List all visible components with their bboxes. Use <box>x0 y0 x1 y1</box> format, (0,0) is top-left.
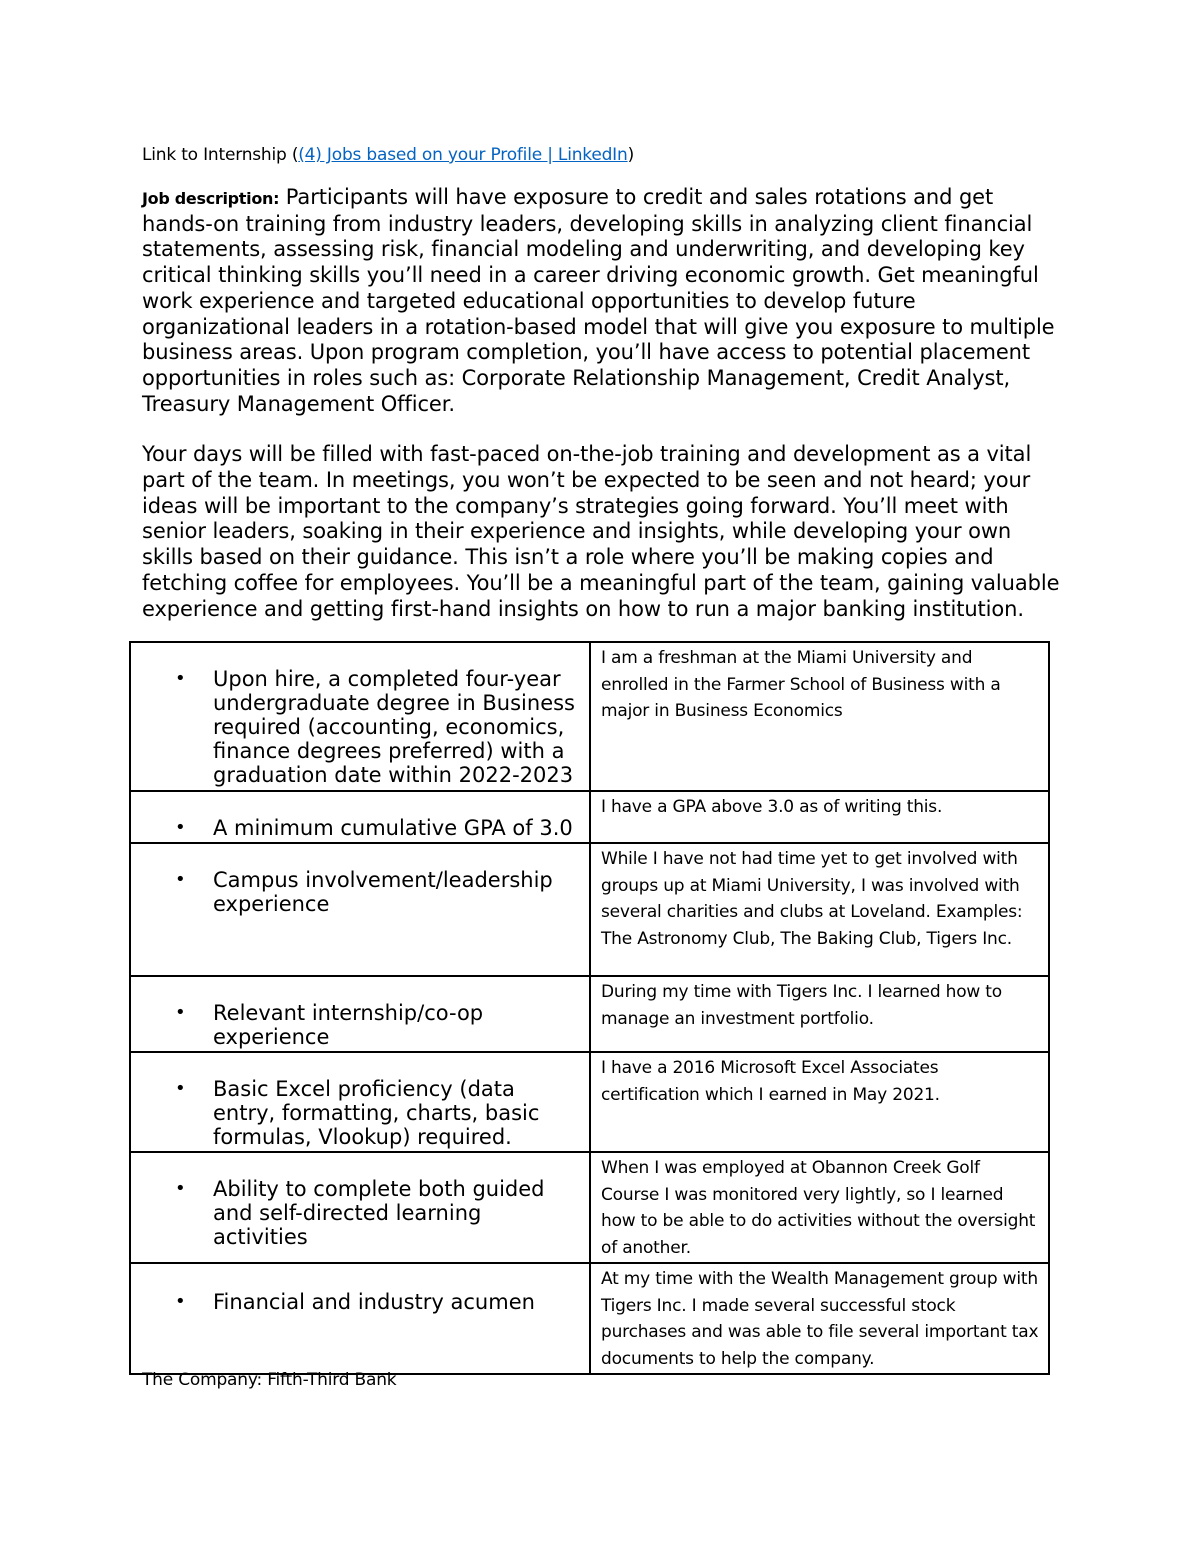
requirement-text: Financial and industry acumen <box>213 1289 535 1314</box>
requirement-cell <box>130 791 590 843</box>
table-row <box>130 642 1049 791</box>
bullet-icon: • <box>175 1290 186 1312</box>
response-cell <box>590 1052 1049 1152</box>
bullet-icon: • <box>175 817 186 838</box>
requirement-cell <box>130 1263 590 1374</box>
job-description-text: Participants will have exposure to credit and sales rotations and get hands-on training from industry leaders, developing skills in analyzing client financial statements, assessing risk, financial modeling and underwriting, and developing key critical thinking skills you’ll need in a career driving economic growth. Get meaningful work experience and targeted educational opportunities to develop future organizational leaders in a rotation-based model that will give you exposure to multiple business areas. Upon program completion, you’ll have access to potential placement opportunities in roles such as: Corporate Relationship Management, Credit Analyst, Treasury Management Officer. <box>142 185 1055 416</box>
requirement-cell <box>130 976 590 1052</box>
table-row <box>130 1152 1049 1263</box>
response-cell <box>590 843 1049 976</box>
response-text: When I was employed at Obannon Creek Golf Course I was monitored very lightly, so I learned how to be able to do activities without the oversight of another. <box>601 1158 1036 1259</box>
requirement-cell <box>130 642 590 791</box>
job-description-paragraph <box>142 185 1067 417</box>
job-description-paragraph-2: Your days will be filled with fast-paced on-the-job training and development as a vital part of the team. In meetings, you won’t be expected to be seen and not heard; your ideas will be important to the company’s strategies going forward. You’ll meet with senior leaders, soaking in their experience and insights, while developing your own skills based on their guidance. This isn’t a role where you’ll be making copies and fetching coffee for employees. You’ll be a meaningful part of the team, gaining valuable experience and getting first-hand insights on how to run a major banking institution. <box>142 442 1060 621</box>
bullet-icon: • <box>175 1178 186 1199</box>
requirement-text: Ability to complete both guided and self-directed learning activities <box>213 1177 545 1249</box>
table-row <box>130 1263 1049 1374</box>
job-description-label: Job description: <box>142 189 280 208</box>
requirement-text: Basic Excel proficiency (data entry, formatting, charts, basic formulas, Vlookup) required. <box>213 1077 540 1149</box>
response-cell <box>590 642 1049 791</box>
requirement-text: Upon hire, a completed four-year undergraduate degree in Business required (accounting, economics, finance degrees preferred) with a graduation date within 2022-2023 <box>213 667 575 787</box>
table-row <box>130 843 1049 976</box>
response-text: While I have not had time yet to get involved with groups up at Miami University, I was involved with several charities and clubs at Loveland. Examples: The Astronomy Club, The Baking Club, Tigers Inc. <box>601 849 1023 950</box>
requirement-cell <box>130 1052 590 1152</box>
response-cell <box>590 976 1049 1052</box>
table-row <box>130 1052 1049 1152</box>
response-cell <box>590 1263 1049 1374</box>
document-body <box>142 143 1072 622</box>
bullet-icon: • <box>175 1002 186 1023</box>
company-line: The Company: Fifth-Third Bank <box>142 1370 397 1390</box>
response-text: During my time with Tigers Inc. I learned how to manage an investment portfolio. <box>601 982 1002 1029</box>
response-cell <box>590 1152 1049 1263</box>
response-text: I have a 2016 Microsoft Excel Associates certification which I earned in May 2021. <box>601 1058 940 1105</box>
bullet-icon: • <box>175 869 186 890</box>
requirements-table <box>129 641 1050 1375</box>
internship-link-line <box>142 143 1072 167</box>
requirement-cell <box>130 843 590 976</box>
requirement-text: A minimum cumulative GPA of 3.0 <box>213 816 573 840</box>
linkedin-jobs-link[interactable]: (4) Jobs based on your Profile | LinkedIn <box>298 145 628 165</box>
requirement-text: Campus involvement/leadership experience <box>213 868 553 916</box>
bullet-icon: • <box>175 668 186 689</box>
requirement-cell <box>130 1152 590 1263</box>
link-prefix: Link to Internship ( <box>142 145 299 165</box>
table-row <box>130 791 1049 843</box>
response-cell <box>590 791 1049 843</box>
response-text: I have a GPA above 3.0 as of writing this. <box>601 797 943 817</box>
response-text: I am a freshman at the Miami University and enrolled in the Farmer School of Business with a major in Business Economics <box>601 648 1001 722</box>
bullet-icon: • <box>175 1078 186 1099</box>
requirement-text: Relevant internship/co-op experience <box>213 1001 484 1049</box>
table-row <box>130 976 1049 1052</box>
link-suffix: ) <box>627 145 635 165</box>
response-text: At my time with the Wealth Management group with Tigers Inc. I made several successful stock purchases and was able to file several important tax documents to help the company. <box>601 1268 1039 1369</box>
